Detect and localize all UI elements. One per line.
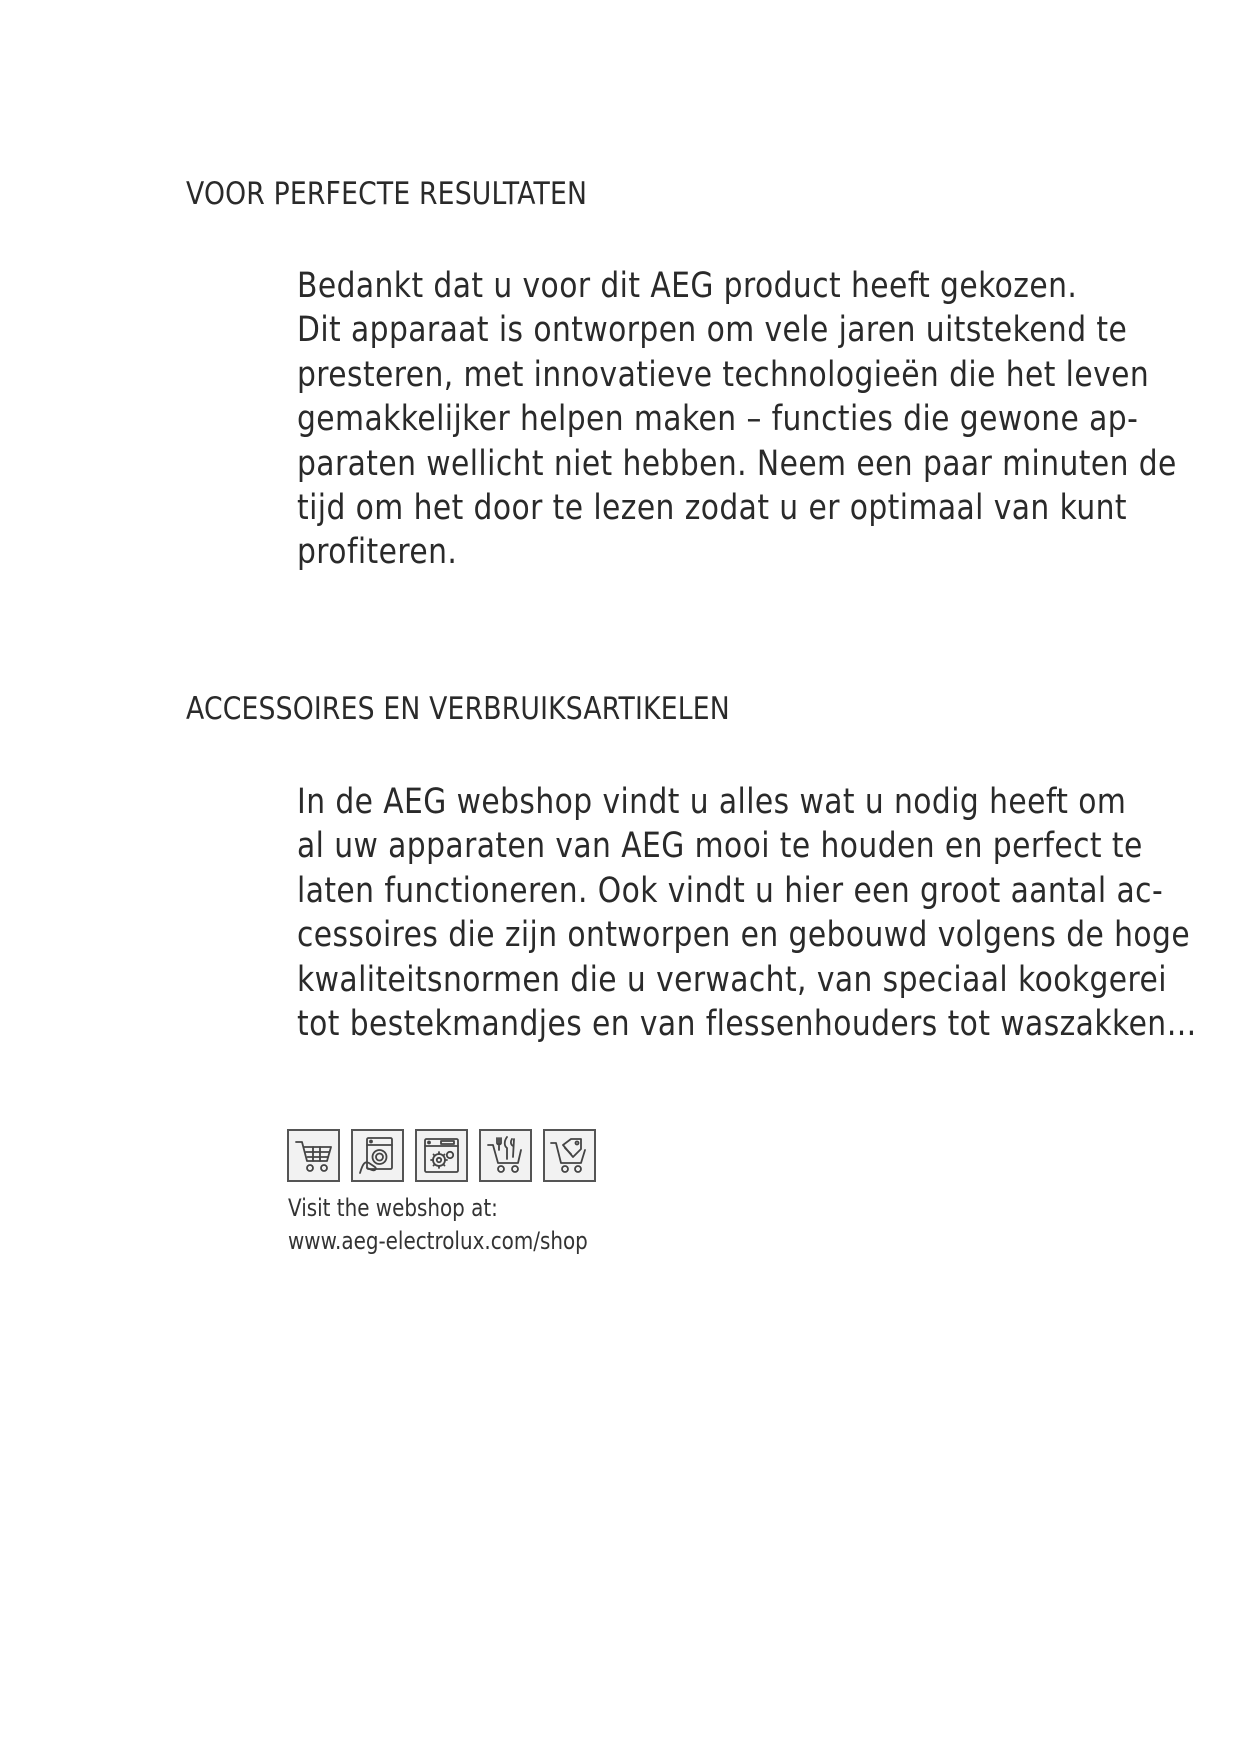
section-title-accessories: ACCESSOIRES EN VERBRUIKSARTIKELEN (186, 691, 730, 727)
paragraph-line: al uw apparaten van AEG mooi te houden en perfect te (297, 826, 1143, 867)
paragraph-line: tot bestekmandjes en van flessenhouders tot waszakken… (297, 1004, 1197, 1045)
cart-tag-icon (543, 1129, 596, 1182)
paragraph-line: kwaliteitsnormen die u verwacht, van speciaal kookgerei (297, 959, 1167, 1000)
washing-machine-hand-icon (351, 1129, 404, 1182)
cart-utensils-icon (479, 1129, 532, 1182)
shopping-cart-icon (287, 1129, 340, 1182)
paragraph-line: Dit apparaat is ontworpen om vele jaren uitstekend te (297, 310, 1128, 351)
paragraph-line: Bedankt dat u voor dit AEG product heeft gekozen. (297, 266, 1078, 306)
paragraph-line: gemakkelijker helpen maken – functies die gewone ap- (297, 399, 1139, 440)
paragraph-line: cessoires die zijn ontworpen en gebouwd volgens de hoge (297, 915, 1191, 956)
paragraph-line: In de AEG webshop vindt u alles wat u nodig heeft om (297, 782, 1127, 822)
intro-paragraph (297, 264, 1241, 575)
webshop-icon-row (287, 1129, 596, 1182)
paragraph-line: tijd om het door te lezen zodat u er optimaal van kunt (297, 488, 1127, 529)
appliance-gear-icon (415, 1129, 468, 1182)
paragraph-line: presteren, met innovatieve technologieën die het leven (297, 354, 1150, 395)
paragraph-line: laten functioneren. Ook vindt u hier een groot aantal ac- (297, 870, 1164, 911)
accessories-paragraph (297, 780, 1241, 1046)
webshop-url-link[interactable]: www.aeg-electrolux.com/shop (288, 1227, 588, 1255)
webshop-label: Visit the webshop at: (288, 1194, 498, 1222)
webshop-info (288, 1192, 649, 1258)
paragraph-line: paraten wellicht niet hebben. Neem een paar minuten de (297, 443, 1177, 484)
section-title-perfect-results: VOOR PERFECTE RESULTATEN (186, 176, 588, 212)
paragraph-line: profiteren. (297, 532, 458, 573)
